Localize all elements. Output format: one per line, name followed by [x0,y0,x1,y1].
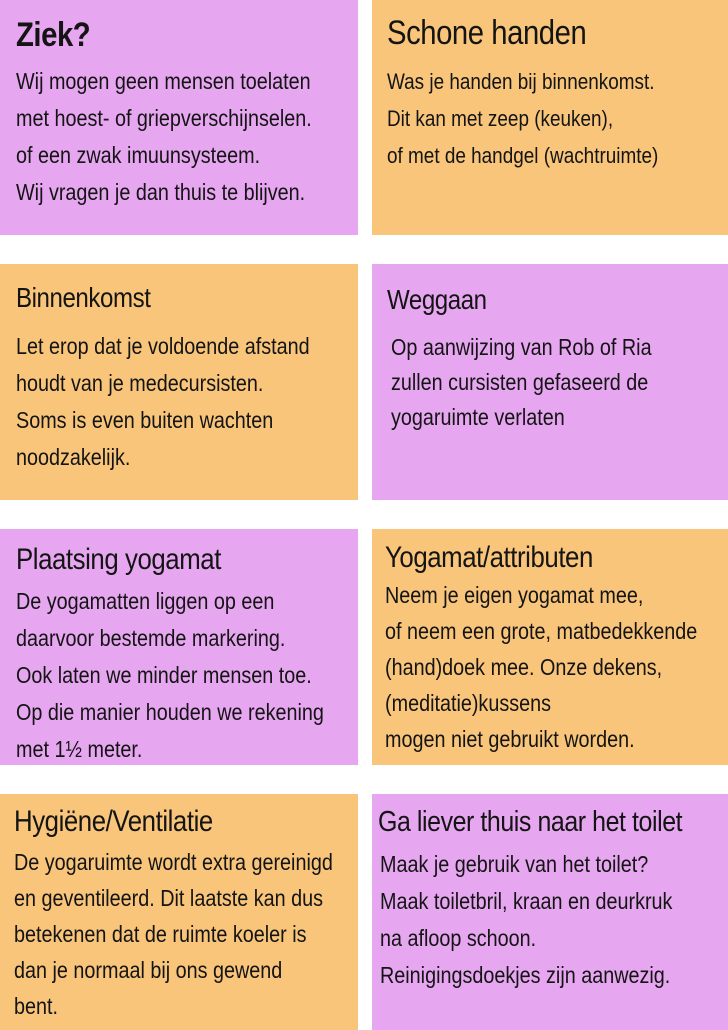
card-body [16,583,324,765]
card-line: Maak je gebruik van het toilet? [380,851,649,877]
card-ziek [0,0,358,235]
card-line: met hoest- of griepverschijnselen. [16,105,312,131]
card-line: Was je handen bij binnenkomst. [387,69,655,94]
card-line: Neem je eigen yogamat mee, [385,582,644,608]
card-line: Wij vragen je dan thuis te blijven. [16,179,306,205]
card-title: Yogamat/attributen [385,541,593,574]
card-body [391,330,652,435]
card-title: Ga liever thuis naar het toilet [378,806,683,838]
card-line: of neem een grote, matbedekkende [385,618,698,644]
card-body [387,63,658,174]
card-line: Wij mogen geen mensen toelaten [16,68,311,94]
card-title: Weggaan [387,284,487,315]
card-line: Let erop dat je voldoende afstand [16,333,310,359]
card-title: Plaatsing yogamat [16,543,221,576]
card-binnenkomst [0,264,358,500]
card-body [16,328,310,476]
card-line: of een zwak imuunsysteem. [16,142,261,168]
card-weggaan [372,264,728,500]
card-body [14,844,333,1024]
card-title: Schone handen [387,14,587,52]
card-line: Maak toiletbril, kraan en deurkruk [380,888,673,914]
card-line: Op die manier houden we rekening [16,699,324,725]
card-line: met 1½ meter. [16,736,143,762]
card-schone-handen [372,0,728,235]
card-toilet [372,794,728,1030]
card-line: dan je normaal bij ons gewend [14,957,283,983]
card-line: na afloop schoon. [380,925,537,951]
card-line: betekenen dat de ruimte koeler is [14,921,307,947]
card-line: De yogamatten liggen op een [16,588,275,614]
card-title: Hygiëne/Ventilatie [14,805,213,838]
card-line: houdt van je medecursisten. [16,370,264,396]
card-line: mogen niet gebruikt worden. [385,726,635,752]
card-line: (hand)doek mee. Onze dekens, [385,654,663,680]
card-line: De yogaruimte wordt extra gereinigd [14,849,333,875]
card-line: daarvoor bestemde markering. [16,625,286,651]
card-title: Binnenkomst [16,282,151,313]
card-yogamat-attributen [372,529,728,765]
card-line: en geventileerd. Dit laatste kan dus [14,885,323,911]
card-plaatsing-yogamat [0,529,358,765]
card-line: of met de handgel (wachtruimte) [387,143,659,168]
card-title: Ziek? [16,16,91,54]
card-line: noodzakelijk. [16,444,131,470]
card-line: (meditatie)kussens [385,690,552,716]
card-line: Dit kan met zeep (keuken), [387,106,614,131]
card-body [380,846,672,994]
card-body [385,577,697,757]
card-line: zullen cursisten gefaseerd de [391,369,649,395]
card-line: Soms is even buiten wachten [16,407,274,433]
card-line: Ook laten we minder mensen toe. [16,662,312,688]
card-hygiene-ventilatie [0,794,358,1030]
card-line: Op aanwijzing van Rob of Ria [391,334,652,360]
card-line: bent. [14,993,58,1019]
card-line: yogaruimte verlaten [391,404,565,430]
card-body [16,63,312,211]
card-line: Reinigingsdoekjes zijn aanwezig. [380,962,671,988]
